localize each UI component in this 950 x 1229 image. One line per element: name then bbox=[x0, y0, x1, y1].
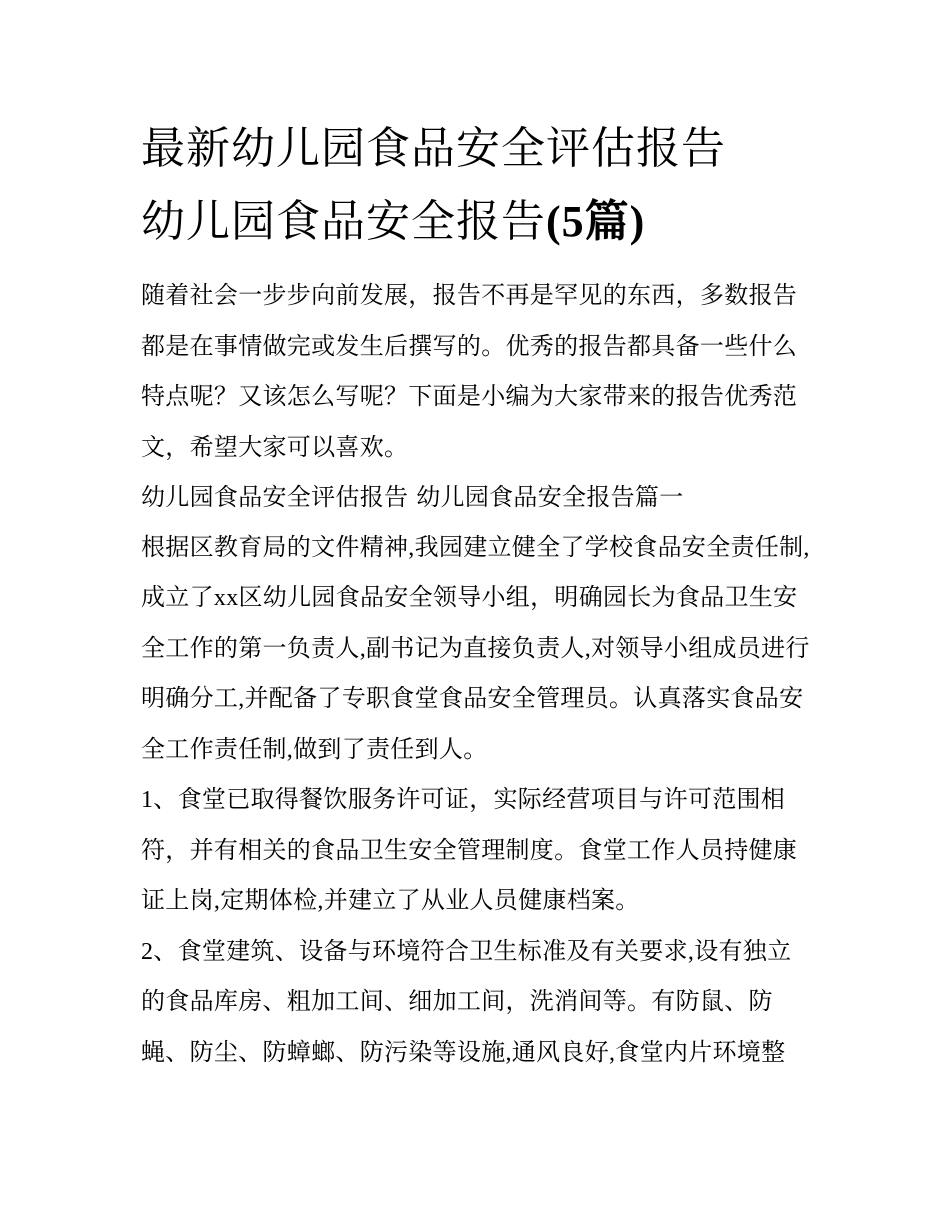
title-line-2: 幼儿园食品安全报告 bbox=[141, 196, 546, 247]
section-heading: 幼儿园食品安全评估报告 幼儿园食品安全报告篇一 bbox=[141, 483, 684, 511]
intro-paragraph: 随着社会一步步向前发展，报告不再是罕见的东西，多数报告都是在事情做完或发生后撰写的。优秀的报告都具备一些什么特点呢？又该怎么写呢？下面是小编为大家带来的报告优秀范文，希望大家可以喜欢。 bbox=[141, 281, 798, 461]
document-page bbox=[141, 112, 813, 1078]
title-line-1: 最新幼儿园食品安全评估报告 bbox=[141, 123, 726, 174]
list-item-2: 2、食堂建筑、设备与环境符合卫生标准及有关要求,设有独立的食品库房、粗加工间、细加工间，洗消间等。有防鼠、防蝇、防尘、防蟑螂、防污染等设施,通风良好,食堂内片环境整 bbox=[141, 938, 792, 1066]
body-paragraph: 根据区教育局的文件精神,我园建立健全了学校食品安全责任制,成立了xx区幼儿园食品安全领导小组，明确园长为食品卫生安全工作的第一负责人,副书记为直接负责人,对领导小组成员进行明确分工,并配备了专职食堂食品安全管理员。认真落实食品安全工作责任制,做到了责任到人。 bbox=[141, 534, 810, 763]
document-title bbox=[141, 112, 813, 258]
title-count: (5篇) bbox=[546, 197, 646, 246]
list-item-1: 1、食堂已取得餐饮服务许可证，实际经营项目与许可范围相符，并有相关的食品卫生安全管理制度。食堂工作人员持健康证上岗,定期体检,并建立了从业人员健康档案。 bbox=[141, 787, 798, 914]
